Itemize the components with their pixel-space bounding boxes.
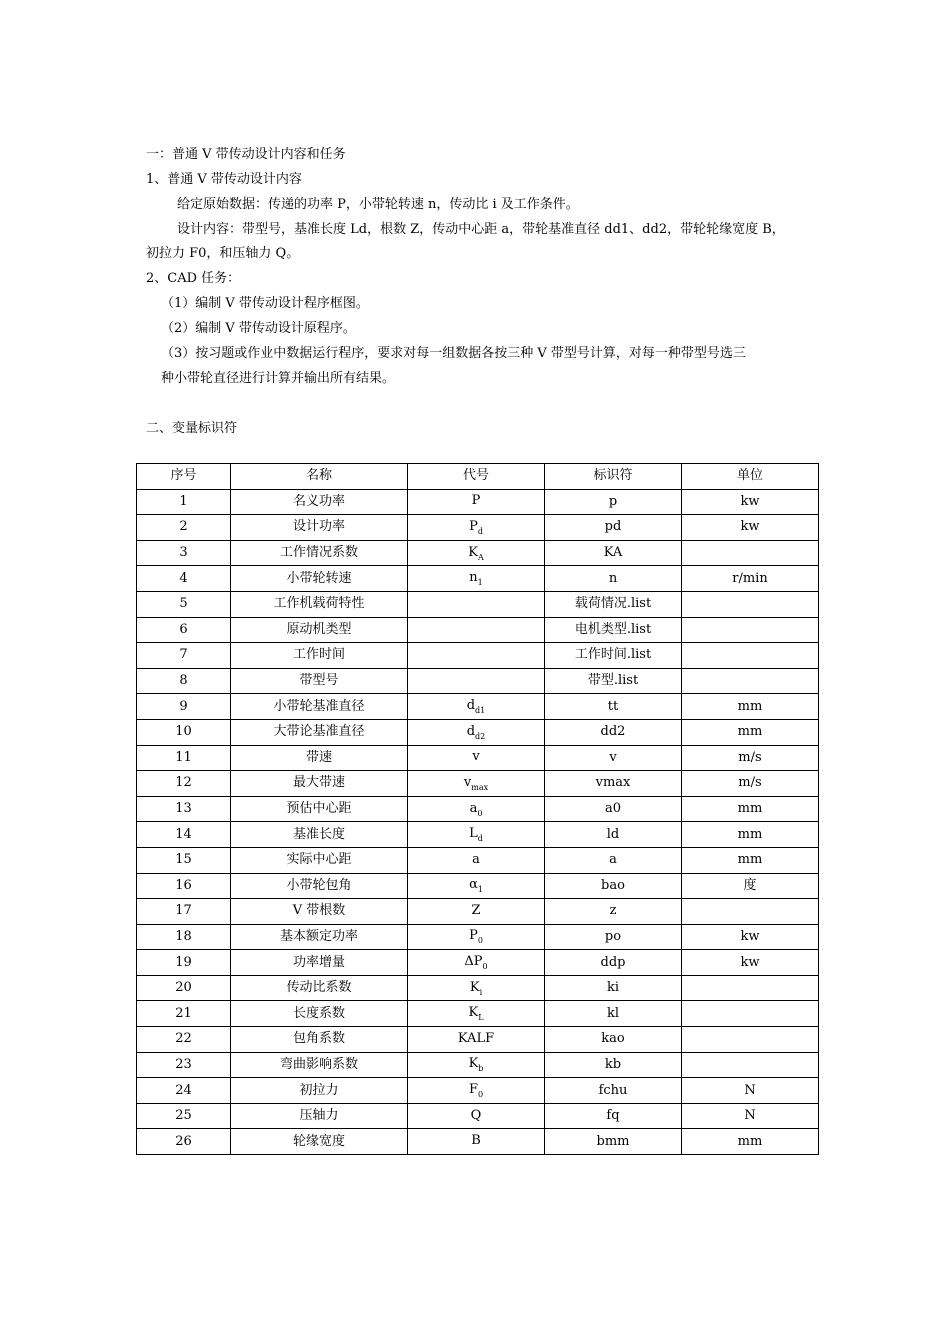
row-symbol: [408, 796, 545, 822]
table-row: [137, 771, 819, 797]
row-unit: [682, 617, 819, 643]
table-row: [137, 847, 819, 873]
header-name: 名称: [231, 464, 408, 490]
row-symbol: [408, 847, 545, 873]
row-no: 20: [137, 975, 231, 1001]
row-symbol: [408, 822, 545, 848]
header-unit: 单位: [682, 464, 819, 490]
symbol-main: L: [469, 826, 478, 842]
symbol-main: B: [471, 1133, 481, 1149]
symbol-subscript: d: [477, 526, 483, 536]
row-symbol: [408, 1103, 545, 1129]
symbol-subscript: 1: [477, 578, 483, 588]
row-no: 16: [137, 873, 231, 899]
symbol-subscript: 0: [477, 936, 483, 946]
section2-heading: 二、变量标识符: [146, 421, 238, 436]
row-name: 小带轮包角: [231, 873, 408, 899]
row-symbol: [408, 899, 545, 925]
row-no: 6: [137, 617, 231, 643]
row-no: 18: [137, 924, 231, 950]
row-no: 21: [137, 1001, 231, 1027]
row-symbol: [408, 771, 545, 797]
row-no: 26: [137, 1129, 231, 1155]
header-symbol: 代号: [408, 464, 545, 490]
row-no: 25: [137, 1103, 231, 1129]
row-no: 14: [137, 822, 231, 848]
symbol-main: n: [469, 570, 478, 586]
table-row: [137, 643, 819, 669]
row-name: 小带轮转速: [231, 566, 408, 592]
row-name: 压轴力: [231, 1103, 408, 1129]
row-identifier: fchu: [545, 1078, 682, 1104]
row-unit: N: [682, 1103, 819, 1129]
symbol-main: P: [469, 928, 478, 944]
row-unit: kw: [682, 489, 819, 515]
row-unit: N: [682, 1078, 819, 1104]
row-identifier: v: [545, 745, 682, 771]
table-header-row: [137, 464, 819, 490]
row-identifier: a: [545, 847, 682, 873]
row-identifier: po: [545, 924, 682, 950]
row-no: 10: [137, 719, 231, 745]
table-row: [137, 1001, 819, 1027]
row-no: 7: [137, 643, 231, 669]
task-2: （2）编制 V 带传动设计原程序。: [161, 321, 356, 336]
row-no: 12: [137, 771, 231, 797]
section1-heading: 一：普通 V 带传动设计内容和任务: [146, 147, 346, 162]
variable-identifier-table: [136, 463, 819, 1155]
header-no: 序号: [137, 464, 231, 490]
row-unit: 度: [682, 873, 819, 899]
row-symbol: [408, 591, 545, 617]
row-name: 长度系数: [231, 1001, 408, 1027]
table-row: [137, 694, 819, 720]
symbol-subscript: d: [477, 834, 483, 844]
row-symbol: [408, 975, 545, 1001]
row-unit: r/min: [682, 566, 819, 592]
symbol-main: v: [463, 774, 472, 790]
row-unit: kw: [682, 950, 819, 976]
row-name: 原动机类型: [231, 617, 408, 643]
row-symbol: [408, 668, 545, 694]
table-row: [137, 515, 819, 541]
symbol-main: K: [468, 544, 478, 560]
symbol-main: Q: [470, 1107, 482, 1123]
symbol-main: F: [468, 1082, 478, 1098]
row-no: 23: [137, 1052, 231, 1078]
row-name: 设计功率: [231, 515, 408, 541]
symbol-main: d: [466, 698, 476, 714]
row-unit: [682, 975, 819, 1001]
row-no: 19: [137, 950, 231, 976]
table-row: [137, 822, 819, 848]
row-identifier: 载荷情况.list: [545, 591, 682, 617]
row-unit: [682, 591, 819, 617]
row-symbol: [408, 1052, 545, 1078]
row-identifier: a0: [545, 796, 682, 822]
task-1: （1）编制 V 带传动设计程序框图。: [161, 296, 369, 311]
row-unit: mm: [682, 847, 819, 873]
row-unit: [682, 668, 819, 694]
row-no: 3: [137, 540, 231, 566]
symbol-main: KALF: [457, 1030, 495, 1046]
row-symbol: [408, 719, 545, 745]
symbol-main: Z: [471, 902, 481, 918]
row-symbol: [408, 515, 545, 541]
row-no: 9: [137, 694, 231, 720]
table-row: [137, 1027, 819, 1053]
row-identifier: pd: [545, 515, 682, 541]
symbol-subscript: d1: [475, 706, 486, 716]
row-symbol: [408, 873, 545, 899]
row-identifier: bmm: [545, 1129, 682, 1155]
symbol-main: v: [472, 749, 480, 765]
symbol-main: K: [469, 979, 480, 995]
row-unit: [682, 643, 819, 669]
table-row: [137, 1052, 819, 1078]
table-row: [137, 1129, 819, 1155]
row-no: 2: [137, 515, 231, 541]
symbol-subscript: i: [479, 987, 483, 997]
row-name: 大带论基准直径: [231, 719, 408, 745]
row-identifier: ki: [545, 975, 682, 1001]
row-identifier: tt: [545, 694, 682, 720]
row-name: 功率增量: [231, 950, 408, 976]
symbol-main: d: [466, 723, 476, 739]
row-name: 传动比系数: [231, 975, 408, 1001]
symbol-subscript: L: [478, 1013, 484, 1023]
row-name: 小带轮基准直径: [231, 694, 408, 720]
symbol-main: ΔP: [464, 954, 483, 970]
table-row: [137, 899, 819, 925]
row-no: 8: [137, 668, 231, 694]
symbol-subscript: 0: [482, 962, 488, 972]
row-unit: mm: [682, 694, 819, 720]
row-name: 基本额定功率: [231, 924, 408, 950]
row-name: 工作时间: [231, 643, 408, 669]
symbol-main: K: [468, 1056, 479, 1072]
subheading-cad-tasks: 2、CAD 任务：: [146, 271, 241, 286]
table-row: [137, 668, 819, 694]
symbol-subscript: max: [471, 782, 489, 792]
row-unit: [682, 1052, 819, 1078]
symbol-subscript: 0: [477, 1090, 484, 1100]
row-symbol: [408, 540, 545, 566]
row-no: 1: [137, 489, 231, 515]
symbol-main: K: [468, 1005, 479, 1021]
row-identifier: vmax: [545, 771, 682, 797]
table-row: [137, 540, 819, 566]
row-name: 轮缘宽度: [231, 1129, 408, 1155]
row-no: 15: [137, 847, 231, 873]
row-identifier: n: [545, 566, 682, 592]
row-unit: [682, 1027, 819, 1053]
row-identifier: bao: [545, 873, 682, 899]
row-name: 工作情况系数: [231, 540, 408, 566]
symbol-main: a: [472, 851, 480, 867]
row-symbol: [408, 694, 545, 720]
row-no: 13: [137, 796, 231, 822]
row-no: 11: [137, 745, 231, 771]
row-identifier: 带型.list: [545, 668, 682, 694]
task-3-line2: 种小带轮直径进行计算并输出所有结果。: [161, 371, 396, 386]
table-row: [137, 566, 819, 592]
table-row: [137, 873, 819, 899]
table-row: [137, 796, 819, 822]
row-identifier: ld: [545, 822, 682, 848]
row-unit: [682, 540, 819, 566]
table-row: [137, 745, 819, 771]
row-identifier: 电机类型.list: [545, 617, 682, 643]
row-unit: m/s: [682, 745, 819, 771]
row-unit: [682, 899, 819, 925]
symbol-subscript: A: [477, 552, 484, 562]
table-row: [137, 719, 819, 745]
row-name: 预估中心距: [231, 796, 408, 822]
table-row: [137, 591, 819, 617]
row-unit: mm: [682, 719, 819, 745]
row-name: 包角系数: [231, 1027, 408, 1053]
row-symbol: [408, 1129, 545, 1155]
row-name: V 带根数: [231, 899, 408, 925]
row-identifier: p: [545, 489, 682, 515]
symbol-main: P: [469, 518, 478, 534]
row-unit: m/s: [682, 771, 819, 797]
row-symbol: [408, 643, 545, 669]
row-unit: mm: [682, 1129, 819, 1155]
row-no: 24: [137, 1078, 231, 1104]
row-identifier: dd2: [545, 719, 682, 745]
row-identifier: kl: [545, 1001, 682, 1027]
row-symbol: [408, 489, 545, 515]
subheading-design-content: 1、普通 V 带传动设计内容: [146, 172, 302, 187]
row-identifier: 工作时间.list: [545, 643, 682, 669]
row-name: 实际中心距: [231, 847, 408, 873]
table-row: [137, 489, 819, 515]
row-symbol: [408, 1078, 545, 1104]
row-name: 带型号: [231, 668, 408, 694]
row-unit: [682, 1001, 819, 1027]
row-symbol: [408, 1001, 545, 1027]
row-name: 基准长度: [231, 822, 408, 848]
row-unit: kw: [682, 924, 819, 950]
symbol-main: P: [471, 493, 481, 509]
row-no: 4: [137, 566, 231, 592]
row-unit: mm: [682, 796, 819, 822]
row-symbol: [408, 617, 545, 643]
row-symbol: [408, 566, 545, 592]
design-content-line1: 设计内容：带型号，基准长度 Ld，根数 Z，传动中心距 a，带轮基准直径 dd1、dd2，带轮轮缘宽度 B，: [177, 222, 785, 237]
given-data-text: 给定原始数据：传递的功率 P，小带轮转速 n，传动比 i 及工作条件。: [177, 197, 579, 212]
row-identifier: fq: [545, 1103, 682, 1129]
row-symbol: [408, 745, 545, 771]
row-identifier: z: [545, 899, 682, 925]
table-row: [137, 1078, 819, 1104]
row-identifier: ddp: [545, 950, 682, 976]
row-identifier: kb: [545, 1052, 682, 1078]
row-identifier: kao: [545, 1027, 682, 1053]
row-unit: mm: [682, 822, 819, 848]
symbol-main: α: [469, 877, 478, 893]
table-row: [137, 975, 819, 1001]
header-identifier: 标识符: [545, 464, 682, 490]
symbol-subscript: d2: [475, 731, 486, 741]
row-name: 工作机载荷特性: [231, 591, 408, 617]
table-row: [137, 1103, 819, 1129]
row-name: 名义功率: [231, 489, 408, 515]
table-row: [137, 924, 819, 950]
row-unit: kw: [682, 515, 819, 541]
row-no: 5: [137, 591, 231, 617]
row-symbol: [408, 924, 545, 950]
row-name: 最大带速: [231, 771, 408, 797]
row-name: 带速: [231, 745, 408, 771]
task-3-line1: （3）按习题或作业中数据运行程序，要求对每一组数据各按三种 V 带型号计算，对每一种带型号选三: [161, 346, 746, 361]
row-symbol: [408, 950, 545, 976]
symbol-subscript: b: [478, 1064, 484, 1074]
row-symbol: [408, 1027, 545, 1053]
table-row: [137, 950, 819, 976]
row-identifier: KA: [545, 540, 682, 566]
symbol-subscript: 1: [477, 885, 483, 895]
row-no: 17: [137, 899, 231, 925]
design-content-line2: 初拉力 F0，和压轴力 Q。: [146, 246, 300, 261]
row-name: 初拉力: [231, 1078, 408, 1104]
table-row: [137, 617, 819, 643]
row-no: 22: [137, 1027, 231, 1053]
row-name: 弯曲影响系数: [231, 1052, 408, 1078]
symbol-main: a: [469, 800, 478, 816]
symbol-subscript: 0: [477, 808, 483, 818]
